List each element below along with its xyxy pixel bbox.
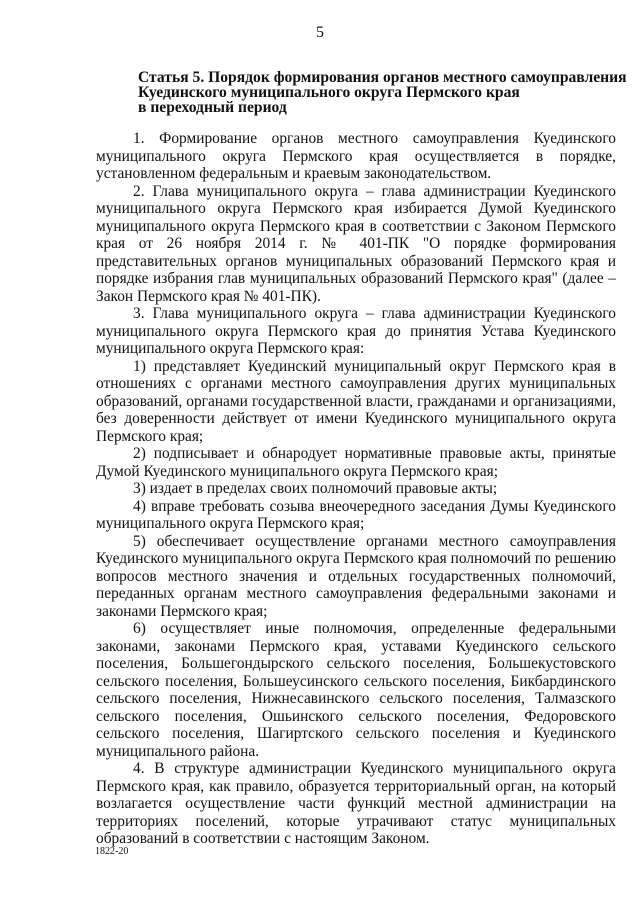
- article-heading-line: в переходный период: [138, 99, 287, 116]
- paragraph-3: 3. Глава муниципального округа – глава администрации Куединского муниципального округа Пермского края до принятия Устава Куединского муниципального округа Пермского края:: [96, 305, 616, 357]
- paragraph-1: 1. Формирование органов местного самоуправления Куединского муниципального округа Пермского края осуществляется в порядке, установленном федеральным и краевым законодательством.: [96, 130, 616, 182]
- subparagraph-3: 3) издает в пределах своих полномочий правовые акты;: [133, 480, 498, 497]
- subparagraph-2: 2) подписывает и обнародует нормативные правовые акты, принятые Думой Куединского муниципального округа Пермского края;: [96, 445, 616, 480]
- article-body: [96, 130, 616, 848]
- article-heading: [138, 69, 627, 116]
- article-heading-line: Куединского муниципального округа Пермского края: [138, 84, 520, 101]
- paragraph-4: 4. В структуре администрации Куединского муниципального округа Пермского края, как правило, образуется территориальный орган, на который возлагается осуществление части функций местной администрации на территориях поселений, которые утрачивают статус муниципальных образований в соответствии с настоящим Законом.: [96, 760, 616, 847]
- subparagraph-5: 5) обеспечивает осуществление органами местного самоуправления Куединского муниципального округа Пермского края полномочий по решению вопросов местного значения и отдельных государственных полномочий, переданных органам местного самоуправления федеральными законами и законами Пермского края;: [96, 532, 616, 620]
- document-code: 1822-20: [95, 846, 129, 857]
- paragraph-2: 2. Глава муниципального округа – глава администрации Куединского муниципального округа Пермского края избирается Думой Куединского муниципального округа Пермского края в соответствии с Законом Пермского края от 26 ноября 2014 г. № 401-ПК "О порядке формирования представительных органов муниципальных образований Пермского края и порядке избрания глав муниципальных образований Пермского края" (далее – Закон Пермского края № 401-ПК).: [96, 182, 616, 305]
- article-heading-line: Статья 5. Порядок формирования органов местного самоуправления: [138, 69, 627, 86]
- subparagraph-4: 4) вправе требовать созыва внеочередного заседания Думы Куединского муниципального округа Пермского края;: [96, 497, 616, 532]
- page-number: 5: [316, 24, 324, 41]
- subparagraph-6: 6) осуществляет иные полномочия, определенные федеральными законами, законами Пермского края, уставами Куединского сельского поселения, Большегондырского сельского поселения, Большекустовского сельского поселения, Большеусинского сельского поселения, Бикбардинского сельского поселения, Нижнесавинского сельского поселения, Талмазского сельского поселения, Ошьинского сельского поселения, Федоровского сельского поселения, Шагиртского сельского поселения и Куединского муниципального района.: [96, 620, 616, 760]
- subparagraph-1: 1) представляет Куединский муниципальный округ Пермского края в отношениях с органами местного самоуправления других муниципальных образований, органами государственной власти, гражданами и организациями, без доверенности действует от имени Куединского муниципального округа Пермского края;: [96, 357, 616, 445]
